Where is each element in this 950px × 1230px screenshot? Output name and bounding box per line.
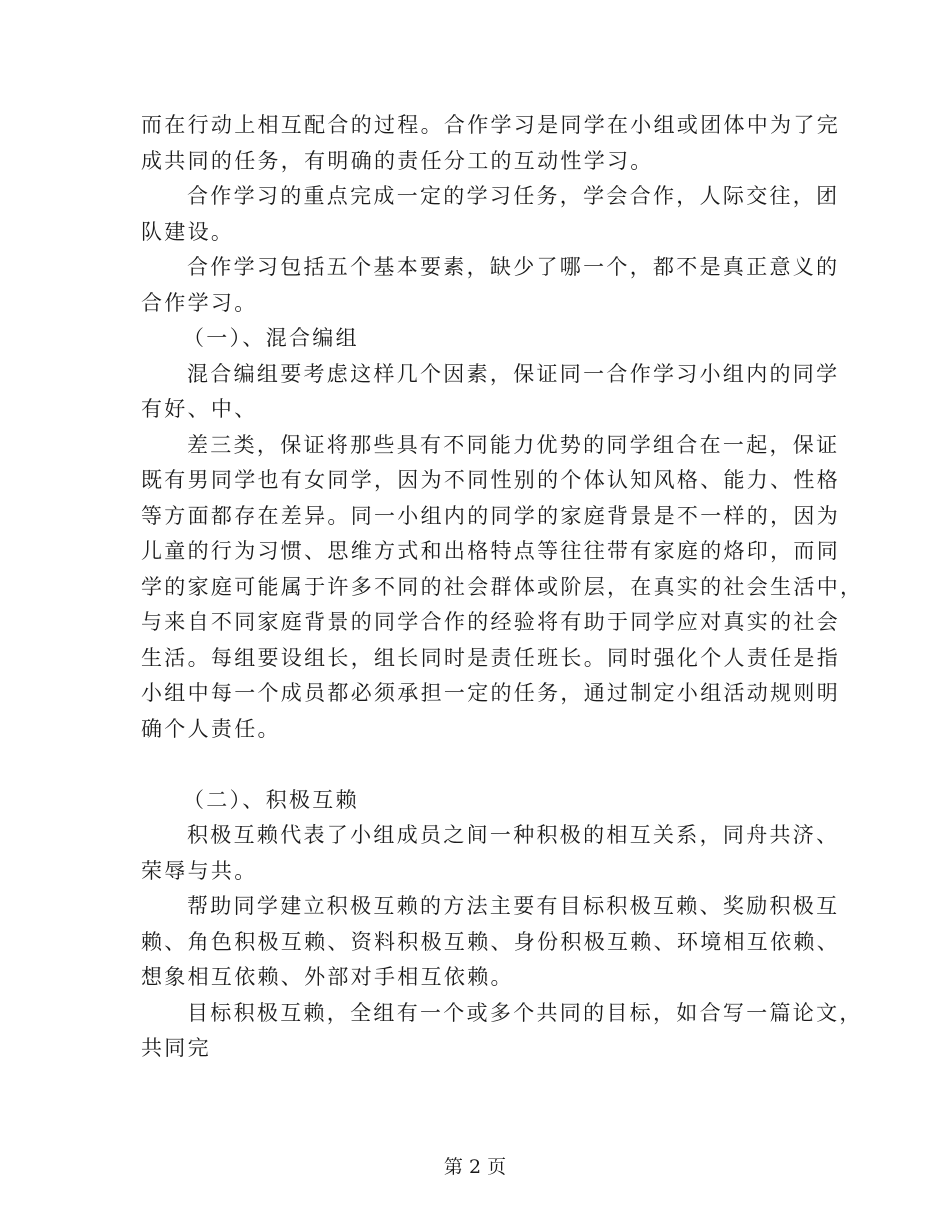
text-line: 小组中每一个成员都必须承担一定的任务，通过制定小组活动规则明 bbox=[141, 681, 840, 705]
text-line: 既有男同学也有女同学，因为不同性别的个体认知风格、能力、性格 bbox=[141, 468, 840, 492]
text-line: 与来自不同家庭背景的同学合作的经验将有助于同学应对真实的社会 bbox=[141, 610, 840, 634]
text-line: 确个人责任。 bbox=[141, 716, 281, 741]
paragraph-start: 目标积极互赖，全组有一个或多个共同的目标，如合写一篇论文， bbox=[187, 1000, 863, 1025]
text-line: 共同完 bbox=[141, 1036, 211, 1060]
text-line: 合作学习。 bbox=[141, 290, 258, 315]
section-heading-1: （一）、混合编组 bbox=[183, 326, 359, 350]
text-line: 荣辱与共。 bbox=[141, 858, 258, 883]
text-line: 成共同的任务，有明确的责任分工的互动性学习。 bbox=[141, 148, 654, 173]
body-text bbox=[141, 108, 864, 1067]
text-line: 有好、中、 bbox=[141, 397, 258, 421]
paragraph-start: 合作学习包括五个基本要素，缺少了哪一个，都不是真正意义的 bbox=[187, 255, 840, 279]
section-heading-2: （二）、积极互赖 bbox=[183, 787, 359, 812]
paragraph-start: 积极互赖代表了小组成员之间一种积极的相互关系，同舟共济、 bbox=[187, 823, 840, 847]
text-line: 学的家庭可能属于许多不同的社会群体或阶层，在真实的社会生活中， bbox=[141, 574, 864, 599]
text-line: 赖、角色积极互赖、资料积极互赖、身份积极互赖、环境相互依赖、 bbox=[141, 929, 840, 954]
text-line: 儿童的行为习惯、思维方式和出格特点等往往带有家庭的烙印，而同 bbox=[141, 539, 840, 563]
text-line: 等方面都存在差异。同一小组内的同学的家庭背景是不一样的，因为 bbox=[141, 503, 840, 528]
paragraph-start: 帮助同学建立积极互赖的方法主要有目标积极互赖、奖励积极互 bbox=[187, 894, 840, 918]
text-line: 生活。每组要设组长，组长同时是责任班长。同时强化个人责任是指 bbox=[141, 645, 840, 670]
paragraph-start: 混合编组要考虑这样几个因素，保证同一合作学习小组内的同学 bbox=[187, 361, 840, 386]
blank-line bbox=[141, 747, 813, 783]
paragraph-start: 合作学习的重点完成一定的学习任务，学会合作，人际交往，团 bbox=[187, 184, 840, 208]
text-line: 想象相互依赖、外部对手相互依赖。 bbox=[141, 965, 514, 989]
page-number: 第 2 页 bbox=[443, 1156, 507, 1178]
paragraph-start: 差三类，保证将那些具有不同能力优势的同学组合在一起，保证 bbox=[187, 432, 840, 457]
text-line: 而在行动上相互配合的过程。合作学习是同学在小组或团体中为了完 bbox=[141, 113, 840, 137]
text-line: 队建设。 bbox=[141, 219, 235, 244]
